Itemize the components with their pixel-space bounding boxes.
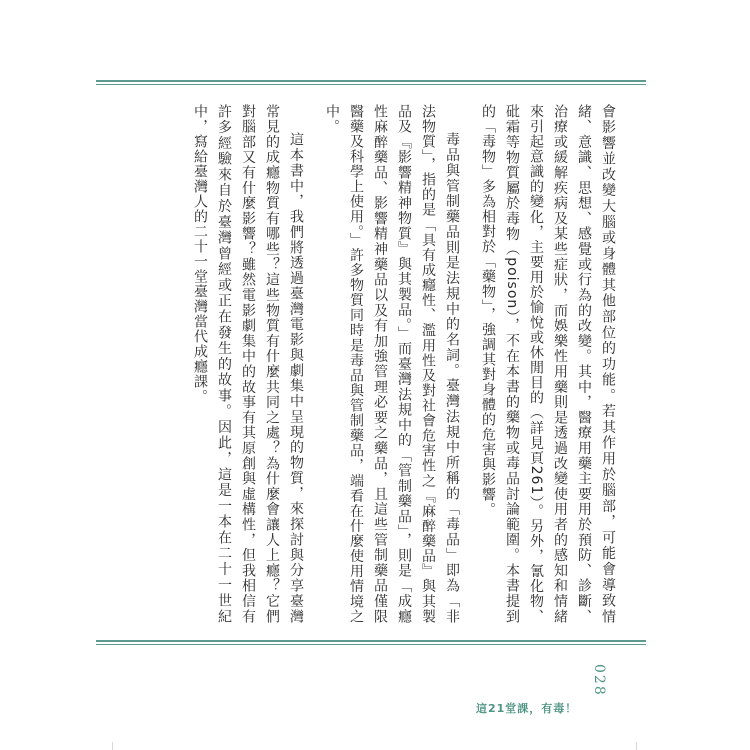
body-text bbox=[188, 104, 620, 624]
page-number: 028 bbox=[591, 664, 607, 697]
crop-mark-left bbox=[112, 742, 113, 750]
paragraph-1: 會影響並改變大腦或身體其他部位的功能。若其作用於腦部，可能會導致情緒、意識、思想、感覺或行為的改變。其中，醫療用藥主要用於預防、診斷、治療或緩解疾病及某些症狀，而娛樂性用藥則是透過改變使用者的感知和情緒來引起意識的變化，主要用於愉悅或休閒目的（詳見頁261）。另外，氰化物、砒霜等物質屬於毒物（poison），不在本書的藥物或毒品討論範圍。本書提到的「毒物」多為相對於「藥物」，強調其對身體的危害與影響。 bbox=[480, 104, 616, 624]
top-rule bbox=[96, 80, 646, 82]
crop-mark-right bbox=[636, 742, 637, 750]
bottom-rule bbox=[96, 640, 646, 642]
paragraph-3: 這本書中，我們將透過臺灣電影與劇集中呈現的物質，來探討與分享臺灣常見的成癮物質有哪些？這些物質有什麼共同之處？為什麼會讓人上癮？它們對腦部又有什麼影響？雖然電影劇集中的故事有其原創與虛構性，但我相信有許多經驗來自於臺灣曾經或正在發生的故事。因此，這是一本在二十一世紀中，寫給臺灣人的二十一堂臺灣當代成癮課。 bbox=[192, 104, 304, 624]
paragraph-2: 毒品與管制藥品則是法規中的名詞。臺灣法規中所稱的「毒品」即為「非法物質」，指的是「具有成癮性、濫用性及對社會危害性之『麻醉藥品』與其製品及『影響精神物質』與其製品。」而臺灣法規中的「管制藥品」，則是「成癮性麻醉藥品、影響精神藥品以及有加強管理必要之藥品，且這些管制藥品僅限醫藥及科學上使用。」許多物質同時是毒品與管制藥品，端看在什麼使用情境之中。 bbox=[324, 104, 460, 624]
running-head: 這21堂課，有毒！ bbox=[476, 702, 578, 715]
